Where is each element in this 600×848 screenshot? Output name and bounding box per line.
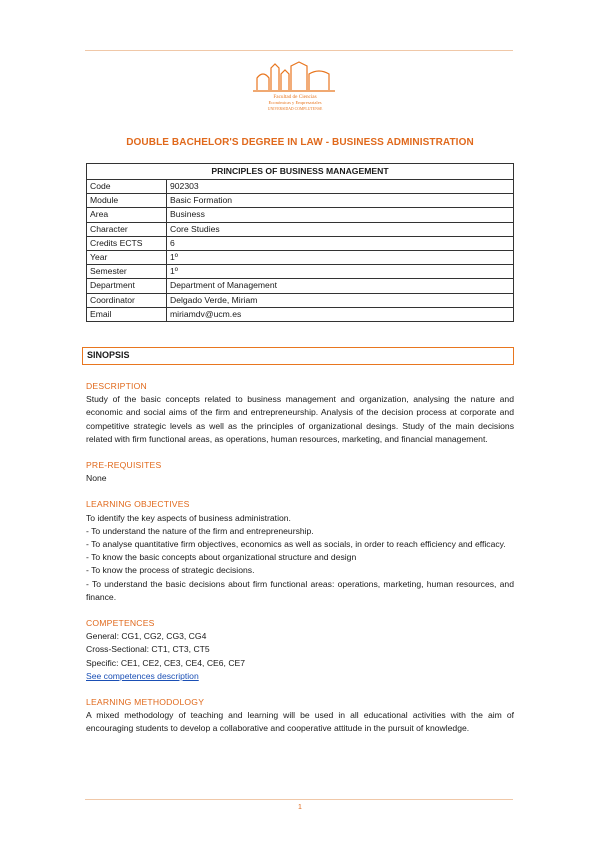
table-row bbox=[87, 222, 514, 236]
logo-line-1: Facultad de Ciencias bbox=[273, 94, 317, 100]
prerequisites-heading: PRE-REQUISITES bbox=[86, 460, 162, 471]
row-value: Core Studies bbox=[167, 222, 514, 236]
row-label: Character bbox=[87, 222, 167, 236]
competences-specific: Specific: CE1, CE2, CE3, CE4, CE6, CE7 bbox=[86, 657, 246, 668]
row-value: Department of Management bbox=[167, 279, 514, 293]
methodology-heading: LEARNING METHODOLOGY bbox=[86, 697, 205, 708]
row-label: Area bbox=[87, 208, 167, 222]
objective-item: To identify the key aspects of business administration. bbox=[86, 512, 291, 523]
table-row bbox=[87, 208, 514, 222]
competences-cross: Cross-Sectional: CT1, CT3, CT5 bbox=[86, 644, 210, 655]
row-label: Coordinator bbox=[87, 293, 167, 307]
objective-item: - To understand the nature of the firm and entrepreneurship. bbox=[86, 525, 314, 536]
sinopsis-content bbox=[86, 380, 514, 736]
row-value: 1º bbox=[167, 251, 514, 265]
degree-title: DOUBLE BACHELOR'S DEGREE IN LAW - BUSINESS ADMINISTRATION bbox=[126, 137, 474, 148]
sinopsis-header: SINOPSIS bbox=[82, 347, 514, 365]
row-label: Credits ECTS bbox=[87, 236, 167, 250]
description-heading: DESCRIPTION bbox=[86, 381, 147, 391]
description-text: Study of the basic concepts related to business management and organization, analysing the nature and economic and social aims of the firm and entrepreneurship. Analysis of the decision process at corporate and competitive strategic levels as well as the principles of organizational desings. Study of the main decisions related with firm functional areas, as operations, human resources, marketing, and financial management. bbox=[86, 394, 514, 444]
course-title: PRINCIPLES OF BUSINESS MANAGEMENT bbox=[87, 164, 514, 180]
objective-item: - To know the basic concepts about organizational structure and design bbox=[86, 552, 357, 563]
competences-link[interactable]: See competences description bbox=[86, 670, 199, 681]
email-value[interactable]: miriamdv@ucm.es bbox=[167, 307, 514, 321]
row-label: Department bbox=[87, 279, 167, 293]
row-label: Module bbox=[87, 194, 167, 208]
row-label: Code bbox=[87, 180, 167, 194]
objectives-heading: LEARNING OBJECTIVES bbox=[86, 499, 190, 510]
logo-line-3: UNIVERSIDAD COMPLUTENSE bbox=[267, 107, 323, 111]
faculty-logo bbox=[249, 60, 341, 114]
row-label: Year bbox=[87, 251, 167, 265]
row-value: Business bbox=[167, 208, 514, 222]
table-row bbox=[87, 236, 514, 250]
row-value: 902303 bbox=[167, 180, 514, 194]
table-row bbox=[87, 307, 514, 321]
table-row bbox=[87, 251, 514, 265]
row-value: 1º bbox=[167, 265, 514, 279]
objective-item: - To analyse quantitative firm objectives, economics as well as socials, in order to reach efficiency and efficacy. bbox=[86, 539, 506, 550]
row-value: 6 bbox=[167, 236, 514, 250]
row-value: Delgado Verde, Miriam bbox=[167, 293, 514, 307]
table-row bbox=[87, 180, 514, 194]
competences-heading: COMPETENCES bbox=[86, 618, 155, 629]
objective-item: - To know the process of strategic decisions. bbox=[86, 565, 255, 576]
row-value: Basic Formation bbox=[167, 194, 514, 208]
prerequisites-text: None bbox=[86, 473, 107, 484]
objective-item: - To understand the basic decisions about firm functional areas: operations, marketing, human resources, and finance. bbox=[86, 578, 514, 602]
table-row bbox=[87, 293, 514, 307]
row-label: Email bbox=[87, 307, 167, 321]
course-info-table bbox=[86, 163, 514, 322]
table-row bbox=[87, 194, 514, 208]
header-rule bbox=[85, 50, 513, 51]
logo-line-2: Económicas y Empresariales bbox=[268, 100, 322, 105]
page-number: 1 bbox=[298, 804, 302, 811]
table-row bbox=[87, 279, 514, 293]
competences-general: General: CG1, CG2, CG3, CG4 bbox=[86, 631, 207, 642]
row-label: Semester bbox=[87, 265, 167, 279]
methodology-text: A mixed methodology of teaching and learning will be used in all educational activities with the aim of encouraging students to develop a collaborative and cooperative attitude in the pursuit of knowledge. bbox=[86, 710, 514, 734]
table-row bbox=[87, 265, 514, 279]
footer-rule bbox=[85, 799, 513, 800]
